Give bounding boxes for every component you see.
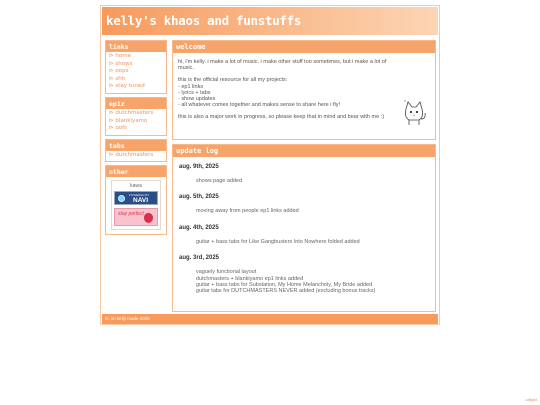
update-log-panel	[172, 144, 436, 312]
welcome-list	[178, 77, 398, 108]
sidebar-section-title: tabs	[106, 140, 166, 151]
sidebar-link-blankiyamo[interactable]: ⊳ blankiyamo	[109, 117, 148, 124]
sidebar	[105, 40, 167, 238]
update-log-body	[173, 157, 435, 295]
sidebar-link-oofs[interactable]: ⊳ oofs	[109, 125, 127, 132]
welcome-list-item: - show updates	[178, 96, 216, 103]
update-line: guitar tabs for DUTCHMASTERS NEVER added (excluding bonus tracks)	[196, 288, 376, 295]
footer-text: hi, im kelly made 2025	[105, 316, 150, 321]
update-entry	[179, 164, 429, 184]
site-title: kelly's khaos and funstuffs	[106, 13, 302, 28]
sidebar-section-ep1z	[105, 97, 167, 136]
sidebar-section-links	[105, 40, 167, 94]
navi-badge[interactable]	[114, 191, 158, 205]
corner-credit[interactable]: uillight	[525, 397, 537, 402]
update-date: aug. 9th, 2025	[179, 164, 219, 170]
update-entry	[179, 255, 429, 295]
welcome-list-item: - ep1 links	[178, 83, 204, 90]
sidebar-list	[106, 151, 166, 162]
update-log-title: update log	[173, 145, 435, 157]
site-footer	[102, 314, 438, 324]
update-line: vaguely functional layout	[196, 269, 257, 276]
sidebar-section-title: links	[106, 41, 166, 52]
sidebar-link-shh[interactable]: ⊳ shh	[109, 75, 126, 82]
welcome-intro: hi, i'm kelly. i make a lot of music. i make other stuff too sometimes, but i make a lot of music.	[178, 59, 387, 72]
welcome-title: welcome	[173, 41, 435, 53]
sidebar-link-tabs-dutchmasters[interactable]: ⊳ dutchmasters	[109, 151, 154, 158]
sidebar-section-tabs	[105, 139, 167, 163]
sidebar-section-title: other	[106, 166, 166, 177]
sidebar-link-dutchmasters[interactable]: ⊳ dutchmasters	[109, 109, 154, 116]
cat-icon	[401, 97, 427, 127]
welcome-note: this is also a major work in progress, so please keep that in mind and bear with me :)	[178, 114, 385, 121]
badge-box-heading: kawa	[130, 183, 142, 190]
sidebar-section-other	[105, 165, 167, 235]
welcome-body	[178, 59, 398, 127]
badge-box	[111, 180, 161, 230]
update-line: guitar + bass tabs for Like Gangbusters Into Nowhere folded added	[196, 238, 360, 245]
welcome-list-item: - all whatever comes together and makes sense to share here i fly!	[178, 102, 341, 109]
orb-icon	[118, 195, 125, 202]
welcome-list-intro: this is the official resource for all my projects:	[178, 77, 288, 84]
update-line: guitar + bass tabs for Substation, My Home Melancholy, My Bride added	[196, 282, 373, 289]
site-container	[100, 5, 440, 325]
stay-perfect-text: stay perfect	[118, 211, 144, 218]
update-entry	[179, 225, 429, 245]
navi-badge-text: NAVI	[133, 197, 149, 205]
sidebar-list	[106, 52, 166, 93]
sidebar-link-shows[interactable]: ⊳ shows	[109, 60, 133, 67]
update-entry	[179, 194, 429, 214]
update-date: aug. 5th, 2025	[179, 194, 219, 201]
update-date: aug. 3rd, 2025	[179, 255, 220, 262]
sidebar-link-oops[interactable]: ⊳ oops	[109, 68, 129, 75]
welcome-list-item: - lyrics + tabs	[178, 89, 211, 96]
welcome-panel	[172, 40, 436, 140]
site-header	[102, 7, 438, 35]
sidebar-list	[106, 109, 166, 135]
update-date: aug. 4th, 2025	[179, 224, 219, 231]
sidebar-link-stay-tuned[interactable]: ⊳ stay tuned	[109, 83, 145, 90]
stay-perfect-badge[interactable]	[114, 208, 158, 226]
main-content	[172, 40, 436, 316]
navi-badge-small-text: POWERED BY	[129, 193, 150, 198]
update-line: dutchmasters + blankiyamo ep1 links added	[196, 275, 304, 282]
update-line: shows page added	[196, 178, 243, 184]
strawberry-icon	[144, 213, 153, 223]
sidebar-section-title: ep1z	[106, 98, 166, 109]
update-line: moving away from people ep1 links added	[196, 208, 299, 215]
sidebar-link-home[interactable]: ⊳ home	[109, 53, 131, 59]
